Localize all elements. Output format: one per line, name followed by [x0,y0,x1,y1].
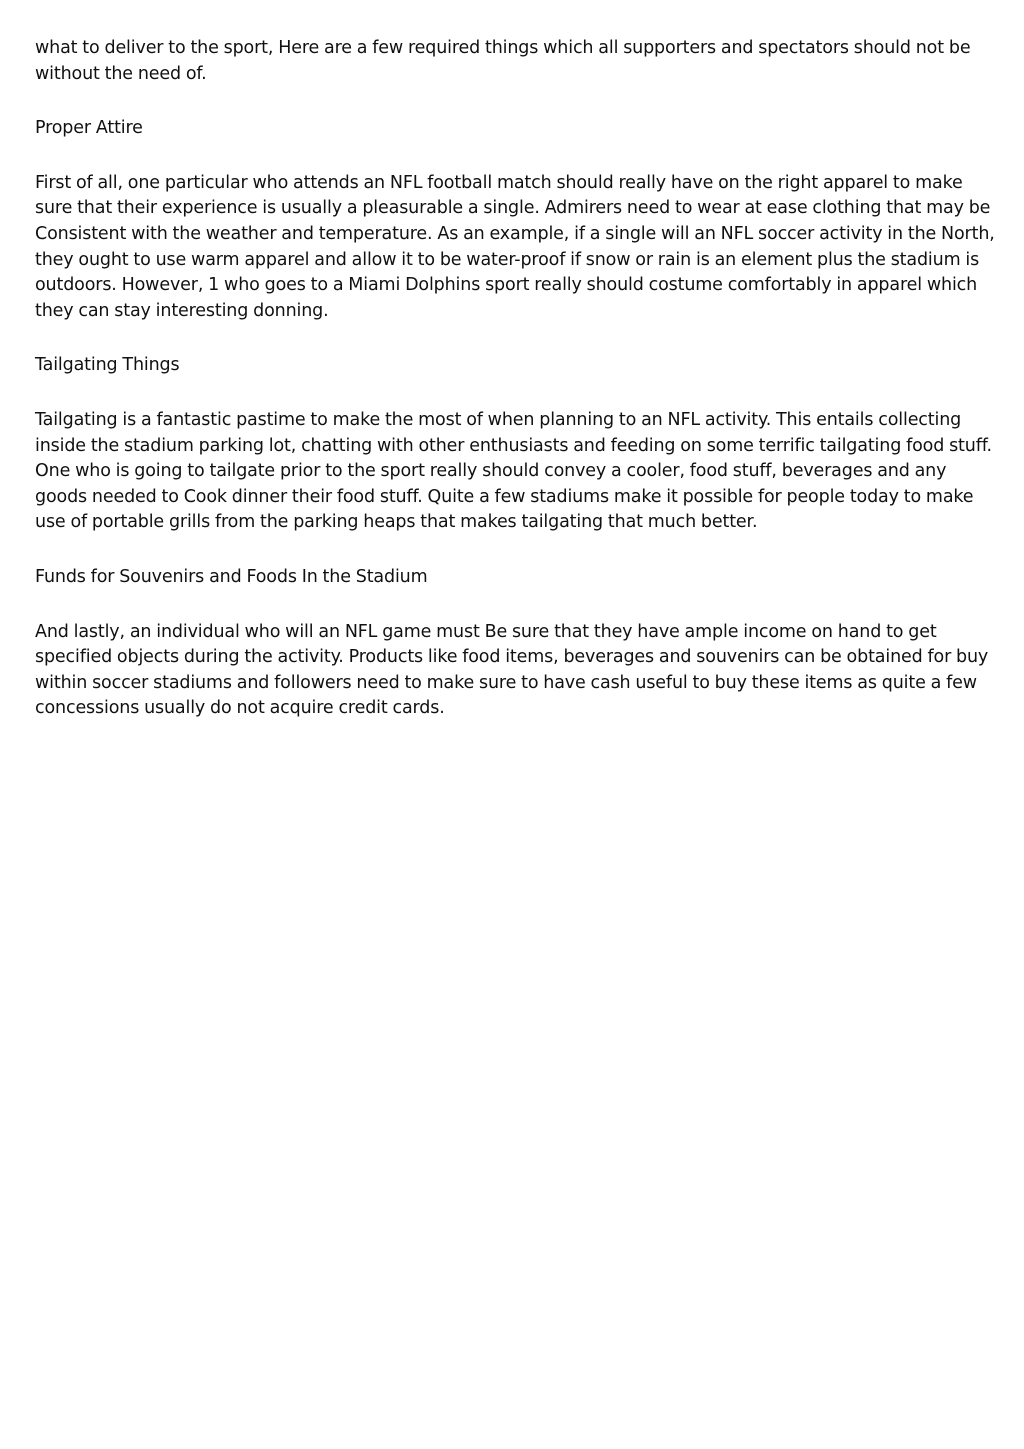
tailgating-paragraph: Tailgating is a fantastic pastime to make the most of when planning to an NFL activity. This entails collecting inside the stadium parking lot, chatting with other enthusiasts and feeding on some terrific tailgating food stuff. One who is going to tailgate prior to the sport really should convey a cooler, food stuff, beverages and any goods needed to Cook dinner their food stuff. Quite a few stadiums make it possible for people today to make use of portable grills from the parking heaps that makes tailgating that much better. [35,409,992,533]
section-heading-funds: Funds for Souvenirs and Foods In the Stadium [35,566,428,587]
intro-paragraph: what to deliver to the sport, Here are a few required things which all supporters and spectators should not be without the need of. [35,38,971,84]
document-page [35,36,995,751]
section-heading-proper-attire: Proper Attire [35,118,143,139]
funds-paragraph: And lastly, an individual who will an NFL game must Be sure that they have ample income on hand to get specified objects during the activity. Products like food items, beverages and souvenirs can be obtained for buy within soccer stadiums and followers need to make sure to have cash useful to buy these items as quite a few concessions usually do not acquire credit cards. [35,621,989,719]
section-heading-tailgating-things: Tailgating Things [35,355,180,376]
proper-attire-paragraph: First of all, one particular who attends an NFL football match should really have on the right apparel to make sure that their experience is usually a pleasurable a single. Admirers need to wear at ease clothing that may be Consistent with the weather and temperature. As an example, if a single will an NFL soccer activity in the North, they ought to use warm apparel and allow it to be water-proof if snow or rain is an element plus the stadium is outdoors. However, 1 who goes to a Miami Dolphins sport really should costume comfortably in apparel which they can stay interesting donning. [35,172,995,321]
